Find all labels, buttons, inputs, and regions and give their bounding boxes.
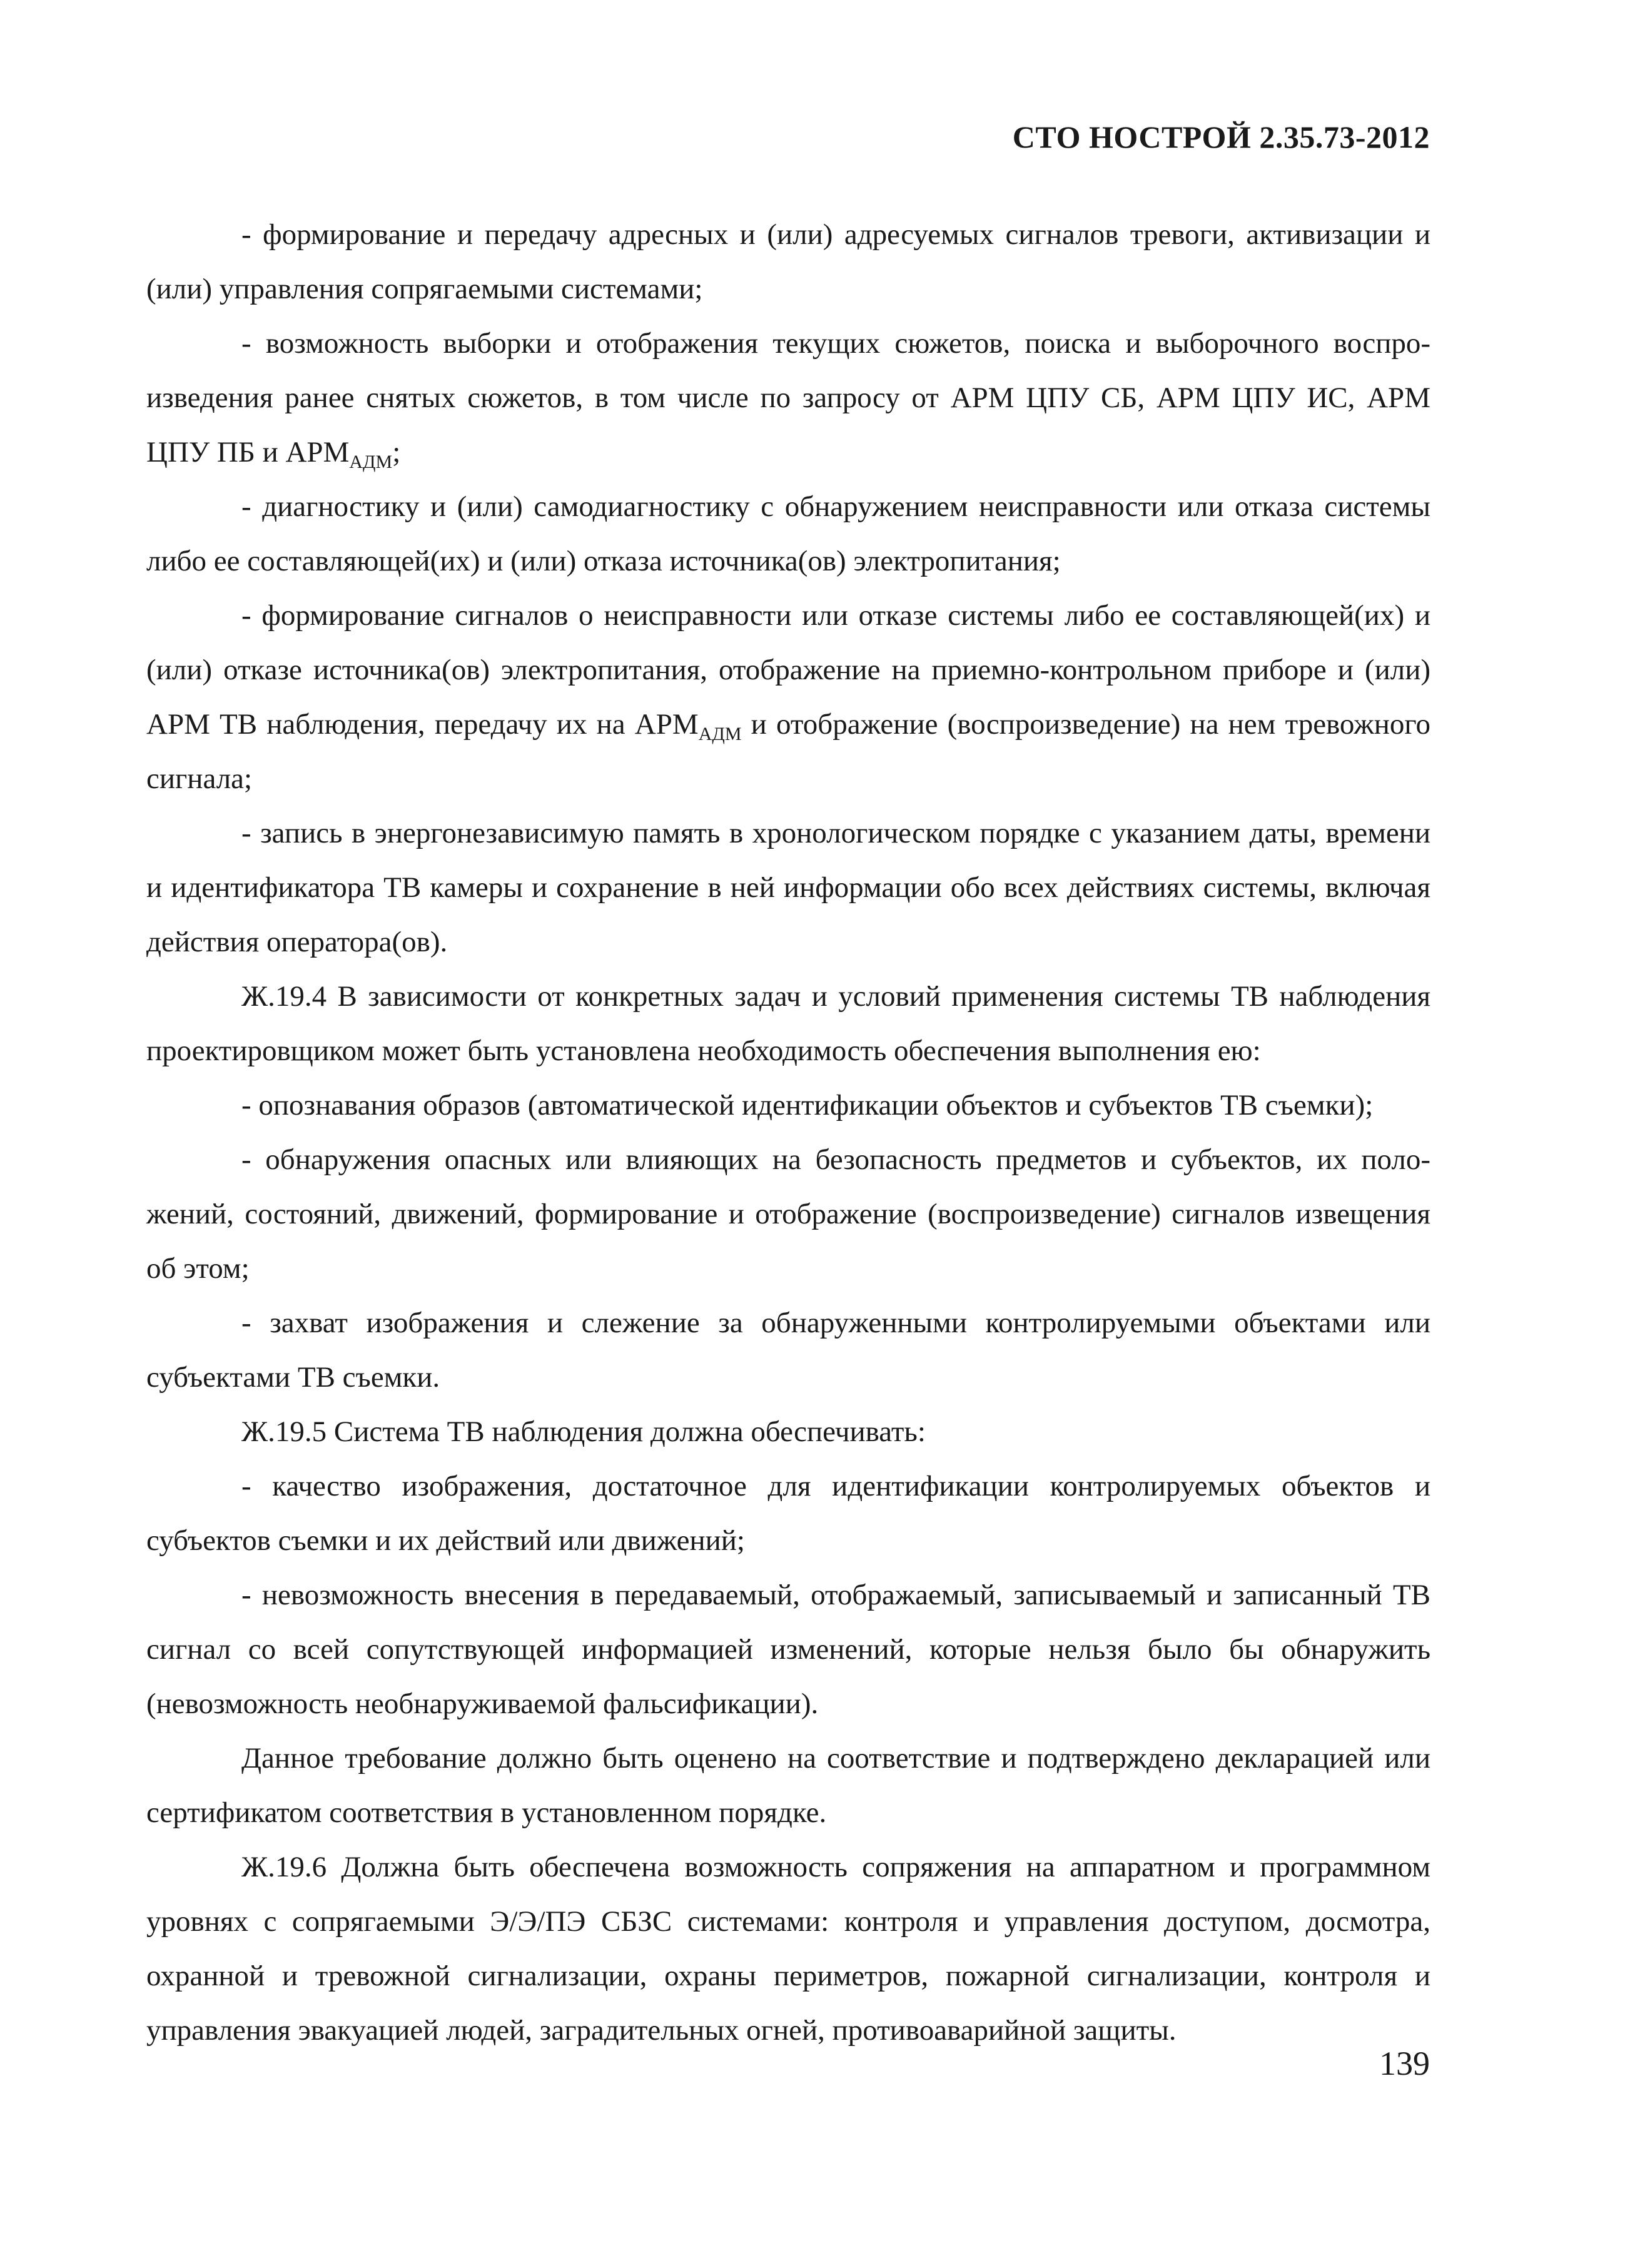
subscript: АДМ (349, 452, 393, 472)
paragraph: - невозможность внесения в передаваемый, отображаемый, записываемый и записанный ТВ сигнал со всей сопутствующей информацией изменений, которые нельзя было бы обнаружить (невозможность необнаруживаемой фальсификации). (146, 1579, 1430, 1720)
paragraph: - формирование сигналов о неисправности или отказе системы либо ее составляющей(их) и (или) отказе источника(ов) электропитания, отображение на приемно-контрольном приборе и (или) АРМ ТВ наблюдения, передачу их на $АРМ_{АДМ}$ и отображение (воспроизведение) на нем тревожного сигнала; (146, 599, 1430, 795)
paragraph: - формирование и передачу адресных и (или) адресуемых сигналов тревоги, активизации и (или) управления сопрягаемыми системами; (146, 218, 1430, 305)
paragraph: - обнаружения опасных или влияющих на безопасность предметов и субъектов, их положений, состояний, движений, формирование и отображение (воспроизведение) сигналов извещения об этом; (146, 1143, 1430, 1285)
paragraph: - возможность выборки и отображения текущих сюжетов, поиска и выборочного воспроизведения ранее снятых сюжетов, в том числе по запросу от АРМ ЦПУ СБ, АРМ ЦПУ ИС, АРМ ЦПУ ПБ и $АРМ_{АДМ}$; (146, 327, 1430, 472)
paragraph: - запись в энергонезависимую память в хронологическом порядке с указанием даты, времени и идентификатора ТВ камеры и сохранение в ней информации обо всех действиях системы, включая действия оператора(ов). (146, 817, 1430, 958)
paragraph: Ж.19.6 Должна быть обеспечена возможность сопряжения на аппаратном и программном уровнях с сопрягаемыми Э/Э/ПЭ СБЗС системами: контроля и управления доступом, досмотра, охранной и тревожной сигнализации, охраны периметров, пожарной сигнализации, контроля и управления эвакуацией людей, заградительных огней, противоаварийной защиты. (146, 1851, 1430, 2047)
paragraph: - качество изображения, достаточное для идентификации контролируемых объектов и субъектов съемки и их действий или движений; (146, 1470, 1430, 1557)
page-number: 139 (1379, 2045, 1430, 2082)
paragraph: - захват изображения и слежение за обнаруженными контролируемыми объектами или субъектами ТВ съемки. (146, 1307, 1430, 1394)
paragraph: Ж.19.4 В зависимости от конкретных задач и условий применения системы ТВ наблюдения проектировщиком может быть установлена необходимость обеспечения выполнения ею: (146, 980, 1430, 1067)
paragraph: - опознавания образов (автоматической идентификации объектов и субъектов ТВ съемки); (241, 1089, 1374, 1121)
document-header: СТО НОСТРОЙ 2.35.73-2012 (1012, 119, 1430, 154)
paragraph: - диагностику и (или) самодиагностику с обнаружением неисправности или отказа системы либо ее составляющей(их) и (или) отказа источника(ов) электропитания; (146, 490, 1430, 577)
subscript: АДМ (698, 724, 742, 744)
document-body (146, 208, 1430, 2058)
paragraph: Данное требование должно быть оценено на соответствие и подтверждено декларацией или сертификатом соответствия в установленном порядке. (146, 1742, 1430, 1829)
paragraph: Ж.19.5 Система ТВ наблюдения должна обеспечивать: (241, 1415, 926, 1448)
